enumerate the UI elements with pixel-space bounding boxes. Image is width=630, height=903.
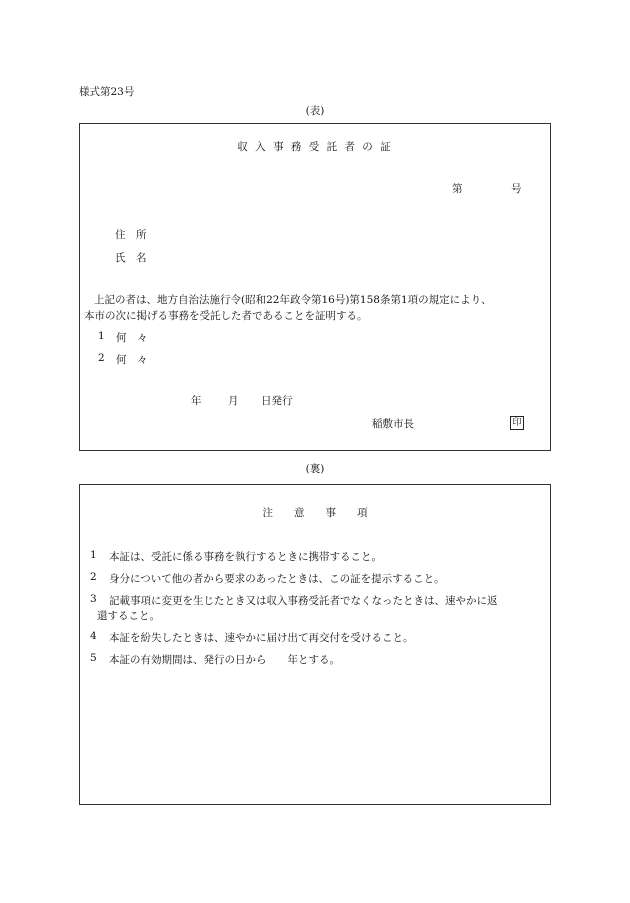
notes-title: 注 意 事 項 bbox=[262, 507, 368, 519]
item-text: 何 々 bbox=[116, 354, 148, 366]
item-number: 2 bbox=[98, 352, 105, 364]
note-number: 3 bbox=[90, 593, 97, 605]
front-side-label: (表) bbox=[305, 105, 325, 117]
certificate-title: 収 入 事 務 受 託 者 の 証 bbox=[237, 141, 393, 153]
note-number: 4 bbox=[90, 630, 97, 642]
number-suffix: 号 bbox=[511, 183, 522, 195]
item-number: 1 bbox=[98, 330, 105, 342]
note-text: 本証は、受託に係る事務を執行するときに携帯すること。 bbox=[109, 551, 382, 563]
address-label: 住 所 bbox=[115, 229, 147, 241]
number-prefix: 第 bbox=[452, 183, 463, 195]
date-issue: 日発行 bbox=[261, 395, 293, 407]
note-text: 身分について他の者から要求のあったときは、この証を提示すること。 bbox=[109, 573, 445, 585]
note-text: 本証を紛失したときは、速やかに届け出て再交付を受けること。 bbox=[109, 632, 414, 644]
form-number: 様式第23号 bbox=[79, 86, 135, 98]
note-number: 1 bbox=[90, 549, 97, 561]
back-side-label: (裏) bbox=[305, 463, 325, 475]
back-card bbox=[79, 484, 551, 805]
name-label: 氏 名 bbox=[115, 252, 147, 264]
seal-mark: 印 bbox=[510, 416, 524, 430]
note-text-continued: 還すること。 bbox=[97, 610, 160, 622]
statement-line-1: 上記の者は、地方自治法施行令(昭和22年政令第16号)第158条第1項の規定により、 bbox=[94, 294, 492, 306]
item-text: 何 々 bbox=[116, 332, 148, 344]
date-year: 年 bbox=[191, 395, 202, 407]
statement-line-2: 本市の次に掲げる事務を受託した者であることを証明する。 bbox=[84, 310, 368, 322]
issuer: 稲敷市長 bbox=[372, 418, 414, 430]
note-number: 5 bbox=[90, 652, 97, 664]
note-number: 2 bbox=[90, 571, 97, 583]
date-month: 月 bbox=[228, 395, 239, 407]
note-text: 本証の有効期間は、発行の日から 年とする。 bbox=[109, 654, 340, 666]
note-text: 記載事項に変更を生じたとき又は収入事務受託者でなくなったときは、速やかに返 bbox=[109, 595, 498, 607]
front-card bbox=[79, 123, 551, 451]
